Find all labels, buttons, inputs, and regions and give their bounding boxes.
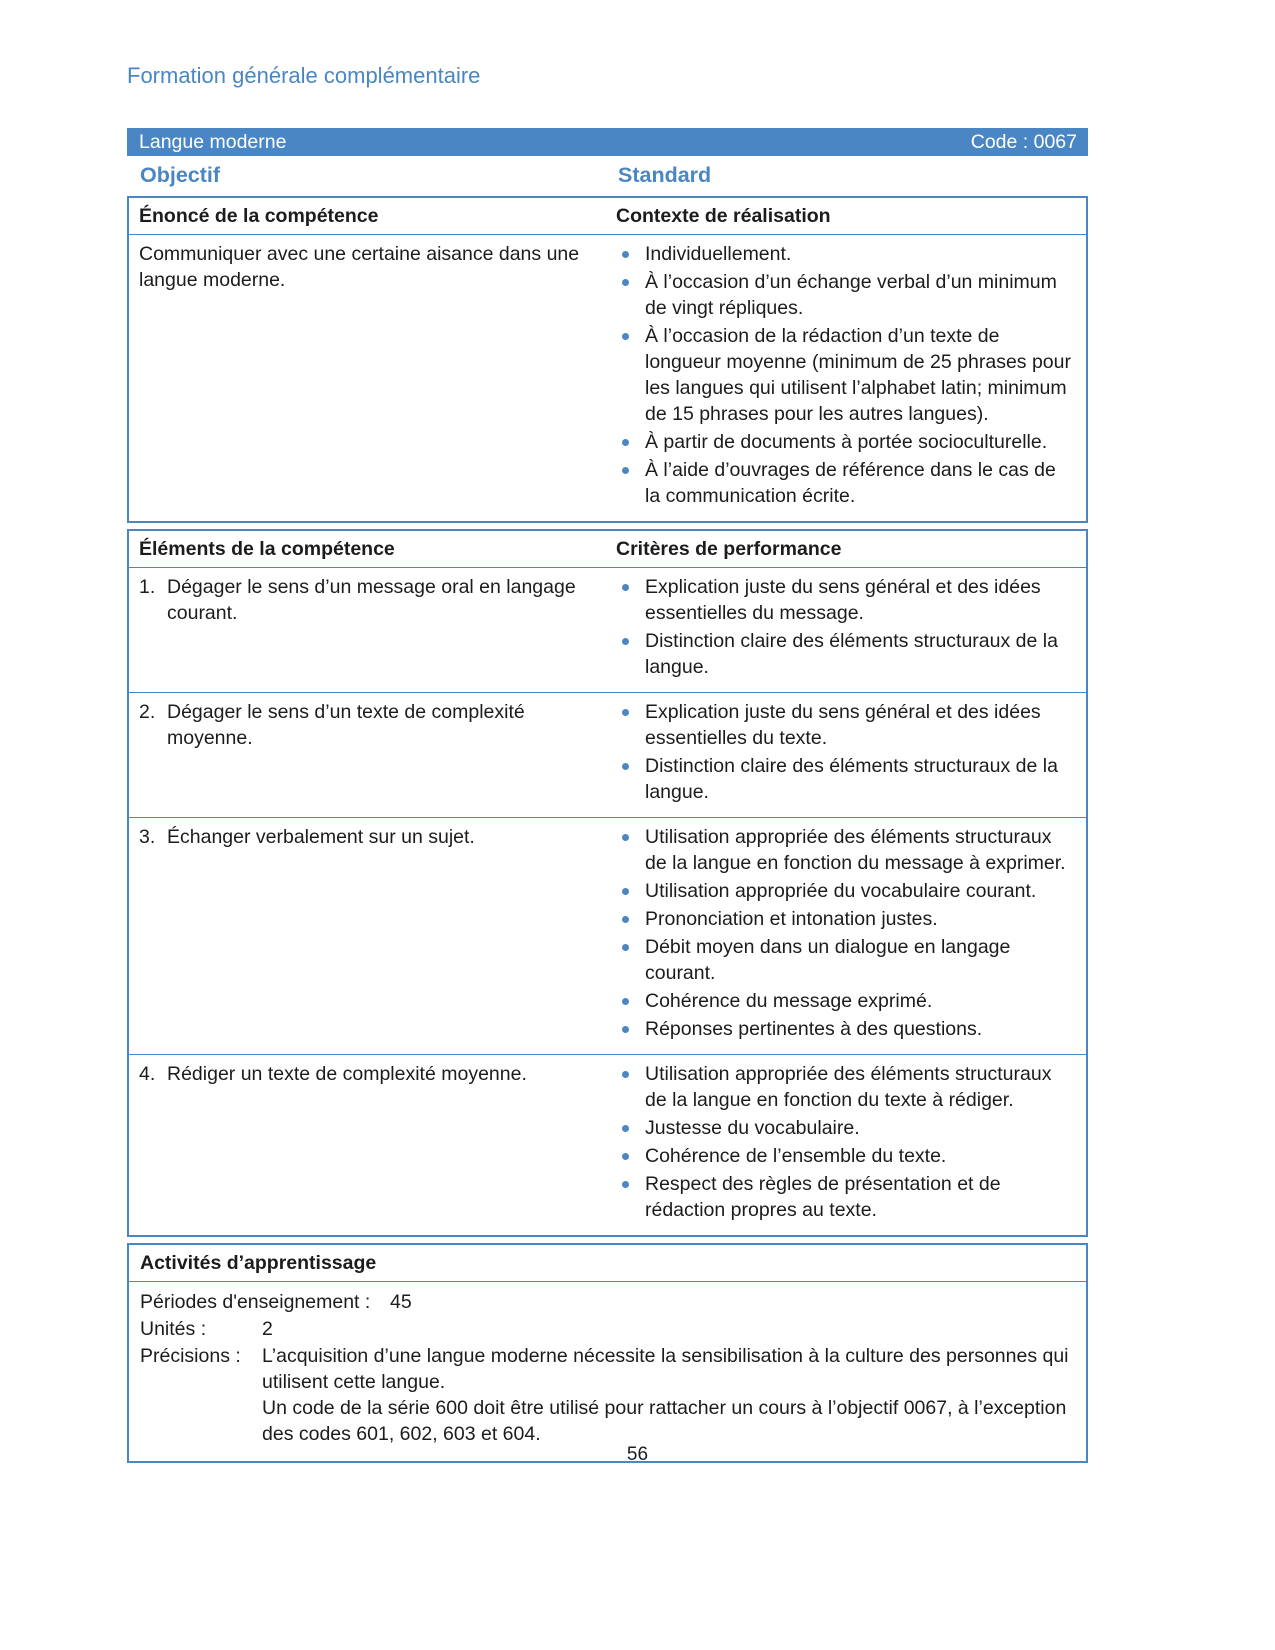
bullet-icon bbox=[622, 888, 629, 895]
list-item: Distinction claire des éléments structuraux de la langue. bbox=[616, 628, 1074, 680]
bullet-icon bbox=[622, 1181, 629, 1188]
element-statement: 1. Dégager le sens d’un message oral en langage courant. bbox=[139, 576, 576, 624]
page-number: 56 bbox=[626, 1444, 649, 1465]
list-item: Cohérence de l’ensemble du texte. bbox=[616, 1143, 1074, 1169]
bullet-icon bbox=[622, 834, 629, 841]
bullet-icon bbox=[622, 584, 629, 591]
units-row bbox=[140, 1316, 1074, 1342]
precisions-paragraph: L’acquisition d’une langue moderne nécessite la sensibilisation à la culture des personnes qui utilisent cette langue. bbox=[262, 1345, 1069, 1393]
activities-box bbox=[127, 1243, 1088, 1463]
bullet-icon bbox=[622, 439, 629, 446]
bullet-icon bbox=[622, 1153, 629, 1160]
precisions-label: Précisions : bbox=[140, 1345, 241, 1367]
criteria-bullet-list bbox=[616, 699, 1074, 805]
document-section-title: Formation générale complémentaire bbox=[127, 63, 481, 88]
list-item: Prononciation et intonation justes. bbox=[616, 906, 1074, 932]
bullet-icon bbox=[622, 709, 629, 716]
element-row bbox=[129, 817, 1086, 1054]
course-banner bbox=[127, 128, 1088, 156]
list-item: Cohérence du message exprimé. bbox=[616, 988, 1074, 1014]
list-item: Utilisation appropriée des éléments structuraux de la langue en fonction du texte à rédiger. bbox=[616, 1061, 1074, 1113]
criteria-bullet-list bbox=[616, 824, 1074, 1042]
competence-header-row bbox=[129, 198, 1086, 234]
bullet-icon bbox=[622, 251, 629, 258]
bullet-icon bbox=[622, 279, 629, 286]
element-statement: 3. Échanger verbalement sur un sujet. bbox=[139, 826, 475, 848]
list-item: Individuellement. bbox=[616, 241, 1074, 267]
document-page bbox=[127, 0, 1088, 1469]
list-item: Utilisation appropriée des éléments structuraux de la langue en fonction du message à exprimer. bbox=[616, 824, 1074, 876]
context-bullet-list bbox=[616, 241, 1074, 509]
elements-competence-header: Éléments de la compétence bbox=[139, 538, 395, 560]
bullet-icon bbox=[622, 998, 629, 1005]
elements-box bbox=[127, 529, 1088, 1237]
list-item: Justesse du vocabulaire. bbox=[616, 1115, 1074, 1141]
element-row bbox=[129, 692, 1086, 817]
list-item: Réponses pertinentes à des questions. bbox=[616, 1016, 1074, 1042]
standard-heading: Standard bbox=[618, 163, 712, 187]
list-item: Explication juste du sens général et des idées essentielles du message. bbox=[616, 574, 1074, 626]
list-item: Distinction claire des éléments structuraux de la langue. bbox=[616, 753, 1074, 805]
list-item: À l’occasion d’un échange verbal d’un minimum de vingt répliques. bbox=[616, 269, 1074, 321]
criteria-bullet-list bbox=[616, 574, 1074, 680]
list-item: Respect des règles de présentation et de rédaction propres au texte. bbox=[616, 1171, 1074, 1223]
periods-value: 45 bbox=[390, 1291, 412, 1313]
objectif-heading: Objectif bbox=[140, 163, 221, 187]
bullet-icon bbox=[622, 1026, 629, 1033]
activities-header: Activités d’apprentissage bbox=[129, 1245, 1086, 1282]
list-item: À l’aide d’ouvrages de référence dans le cas de la communication écrite. bbox=[616, 457, 1074, 509]
competence-box bbox=[127, 196, 1088, 523]
element-row bbox=[129, 1054, 1086, 1235]
element-row bbox=[129, 567, 1086, 692]
bullet-icon bbox=[622, 763, 629, 770]
bullet-icon bbox=[622, 944, 629, 951]
course-title: Langue moderne bbox=[139, 131, 287, 153]
element-statement: 4. Rédiger un texte de complexité moyenne. bbox=[139, 1063, 527, 1085]
periods-label: Périodes d'enseignement : bbox=[140, 1291, 371, 1313]
list-item: À l’occasion de la rédaction d’un texte de longueur moyenne (minimum de 25 phrases pour les langues qui utilisent l’alphabet latin; minimum de 15 phrases pour les autres langues). bbox=[616, 323, 1074, 427]
bullet-icon bbox=[622, 916, 629, 923]
list-item: Débit moyen dans un dialogue en langage courant. bbox=[616, 934, 1074, 986]
list-item: À partir de documents à portée socioculturelle. bbox=[616, 429, 1074, 455]
bullet-icon bbox=[622, 638, 629, 645]
criteria-bullet-list bbox=[616, 1061, 1074, 1223]
list-item: Utilisation appropriée du vocabulaire courant. bbox=[616, 878, 1074, 904]
element-statement: 2. Dégager le sens d’un texte de complexité moyenne. bbox=[139, 701, 525, 749]
precisions-paragraph: Un code de la série 600 doit être utilisé pour rattacher un cours à l’objectif 0067, à l’exception des codes 601, 602, 603 et 604. bbox=[262, 1397, 1067, 1445]
activities-body bbox=[129, 1282, 1086, 1461]
list-item: Explication juste du sens général et des idées essentielles du texte. bbox=[616, 699, 1074, 751]
enonce-competence-header: Énoncé de la compétence bbox=[139, 205, 379, 227]
bullet-icon bbox=[622, 333, 629, 340]
units-value: 2 bbox=[262, 1318, 273, 1340]
units-label: Unités : bbox=[140, 1318, 207, 1340]
competence-statement: Communiquer avec une certaine aisance dans une langue moderne. bbox=[139, 243, 580, 291]
periods-row bbox=[140, 1289, 1074, 1315]
bullet-icon bbox=[622, 1071, 629, 1078]
elements-header-row bbox=[129, 531, 1086, 567]
criteres-performance-header: Critères de performance bbox=[616, 538, 842, 560]
precisions-text bbox=[262, 1343, 1074, 1447]
precisions-row bbox=[140, 1343, 1074, 1447]
bullet-icon bbox=[622, 467, 629, 474]
contexte-realisation-header: Contexte de réalisation bbox=[616, 205, 831, 227]
column-titles bbox=[127, 161, 1088, 189]
course-code: Code : 0067 bbox=[970, 131, 1077, 153]
competence-content-row bbox=[129, 234, 1086, 521]
bullet-icon bbox=[622, 1125, 629, 1132]
